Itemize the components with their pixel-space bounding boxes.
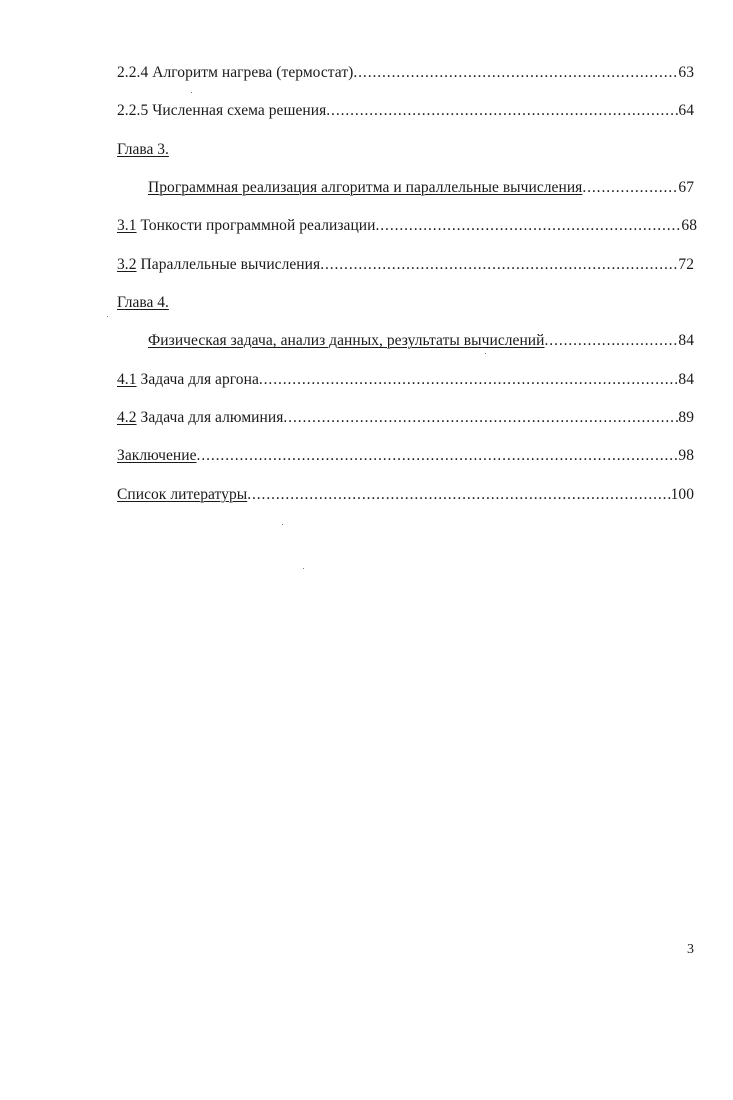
toc-entry-page: 63 — [678, 64, 694, 81]
toc-entry-conclusion — [117, 446, 694, 466]
dot-leader — [353, 63, 678, 83]
toc-entry-4-2 — [117, 408, 694, 428]
dot-leader — [247, 485, 670, 505]
dot-leader — [259, 370, 679, 390]
toc-entry-page: 67 — [678, 179, 694, 196]
toc-entry-page: 64 — [678, 102, 694, 119]
toc-entry-number: 2.2.5 — [117, 102, 149, 119]
toc-entry-page: 100 — [670, 486, 694, 503]
toc-entry-number: 4.2 — [117, 409, 137, 426]
page-number: 3 — [687, 942, 694, 957]
toc-entry-title: Список литературы — [117, 486, 248, 503]
toc-entry-3-1 — [117, 216, 697, 236]
toc-entry-page: 84 — [678, 332, 694, 349]
toc-entry-title: Численная схема решения — [152, 102, 327, 119]
toc-entry-2-2-4 — [117, 63, 694, 83]
toc-entry-page: 98 — [678, 447, 694, 464]
chapter-3-heading: Глава 3. — [117, 141, 169, 158]
toc-entry-title: Тонкости программной реализации — [140, 217, 376, 234]
toc-entry-number: 4.1 — [117, 371, 137, 388]
dot-leader — [376, 216, 682, 236]
toc-entry-title: Физическая задача, анализ данных, результаты вычислений — [148, 332, 545, 349]
toc-entry-title: Задача для алюминия — [140, 409, 284, 426]
toc-entry-3-2 — [117, 255, 694, 275]
chapter-4-heading: Глава 4. — [117, 294, 169, 311]
dot-leader — [326, 101, 678, 121]
toc-entry-4-1 — [117, 370, 694, 390]
dot-leader — [320, 255, 678, 275]
toc-entry-chapter-3-title — [148, 178, 694, 198]
toc-entry-2-2-5 — [117, 101, 694, 121]
scan-speck — [191, 92, 192, 93]
toc-entry-chapter-4-title — [148, 331, 694, 351]
scan-speck — [282, 524, 283, 525]
dot-leader — [197, 446, 679, 466]
toc-entry-title: Задача для аргона — [140, 371, 259, 388]
toc-entry-page: 84 — [678, 371, 694, 388]
toc-entry-title: Параллельные вычисления — [140, 256, 321, 273]
toc-entry-page: 89 — [678, 409, 694, 426]
dot-leader — [582, 178, 678, 198]
scan-speck — [303, 568, 304, 569]
scan-speck — [107, 316, 108, 317]
dot-leader — [283, 408, 678, 428]
toc-entry-references — [117, 485, 694, 505]
toc-entry-number: 3.2 — [117, 256, 137, 273]
toc-entry-title: Программная реализация алгоритма и параллельные вычисления — [148, 179, 583, 196]
toc-entry-page: 72 — [678, 256, 694, 273]
scan-speck — [485, 353, 486, 354]
toc-entry-number: 3.1 — [117, 217, 137, 234]
toc-entry-title: Алгоритм нагрева (термостат) — [152, 64, 354, 81]
dot-leader — [545, 331, 679, 351]
toc-entry-page: 68 — [681, 217, 697, 234]
toc-entry-number: 2.2.4 — [117, 64, 149, 81]
toc-entry-title: Заключение — [117, 447, 197, 464]
